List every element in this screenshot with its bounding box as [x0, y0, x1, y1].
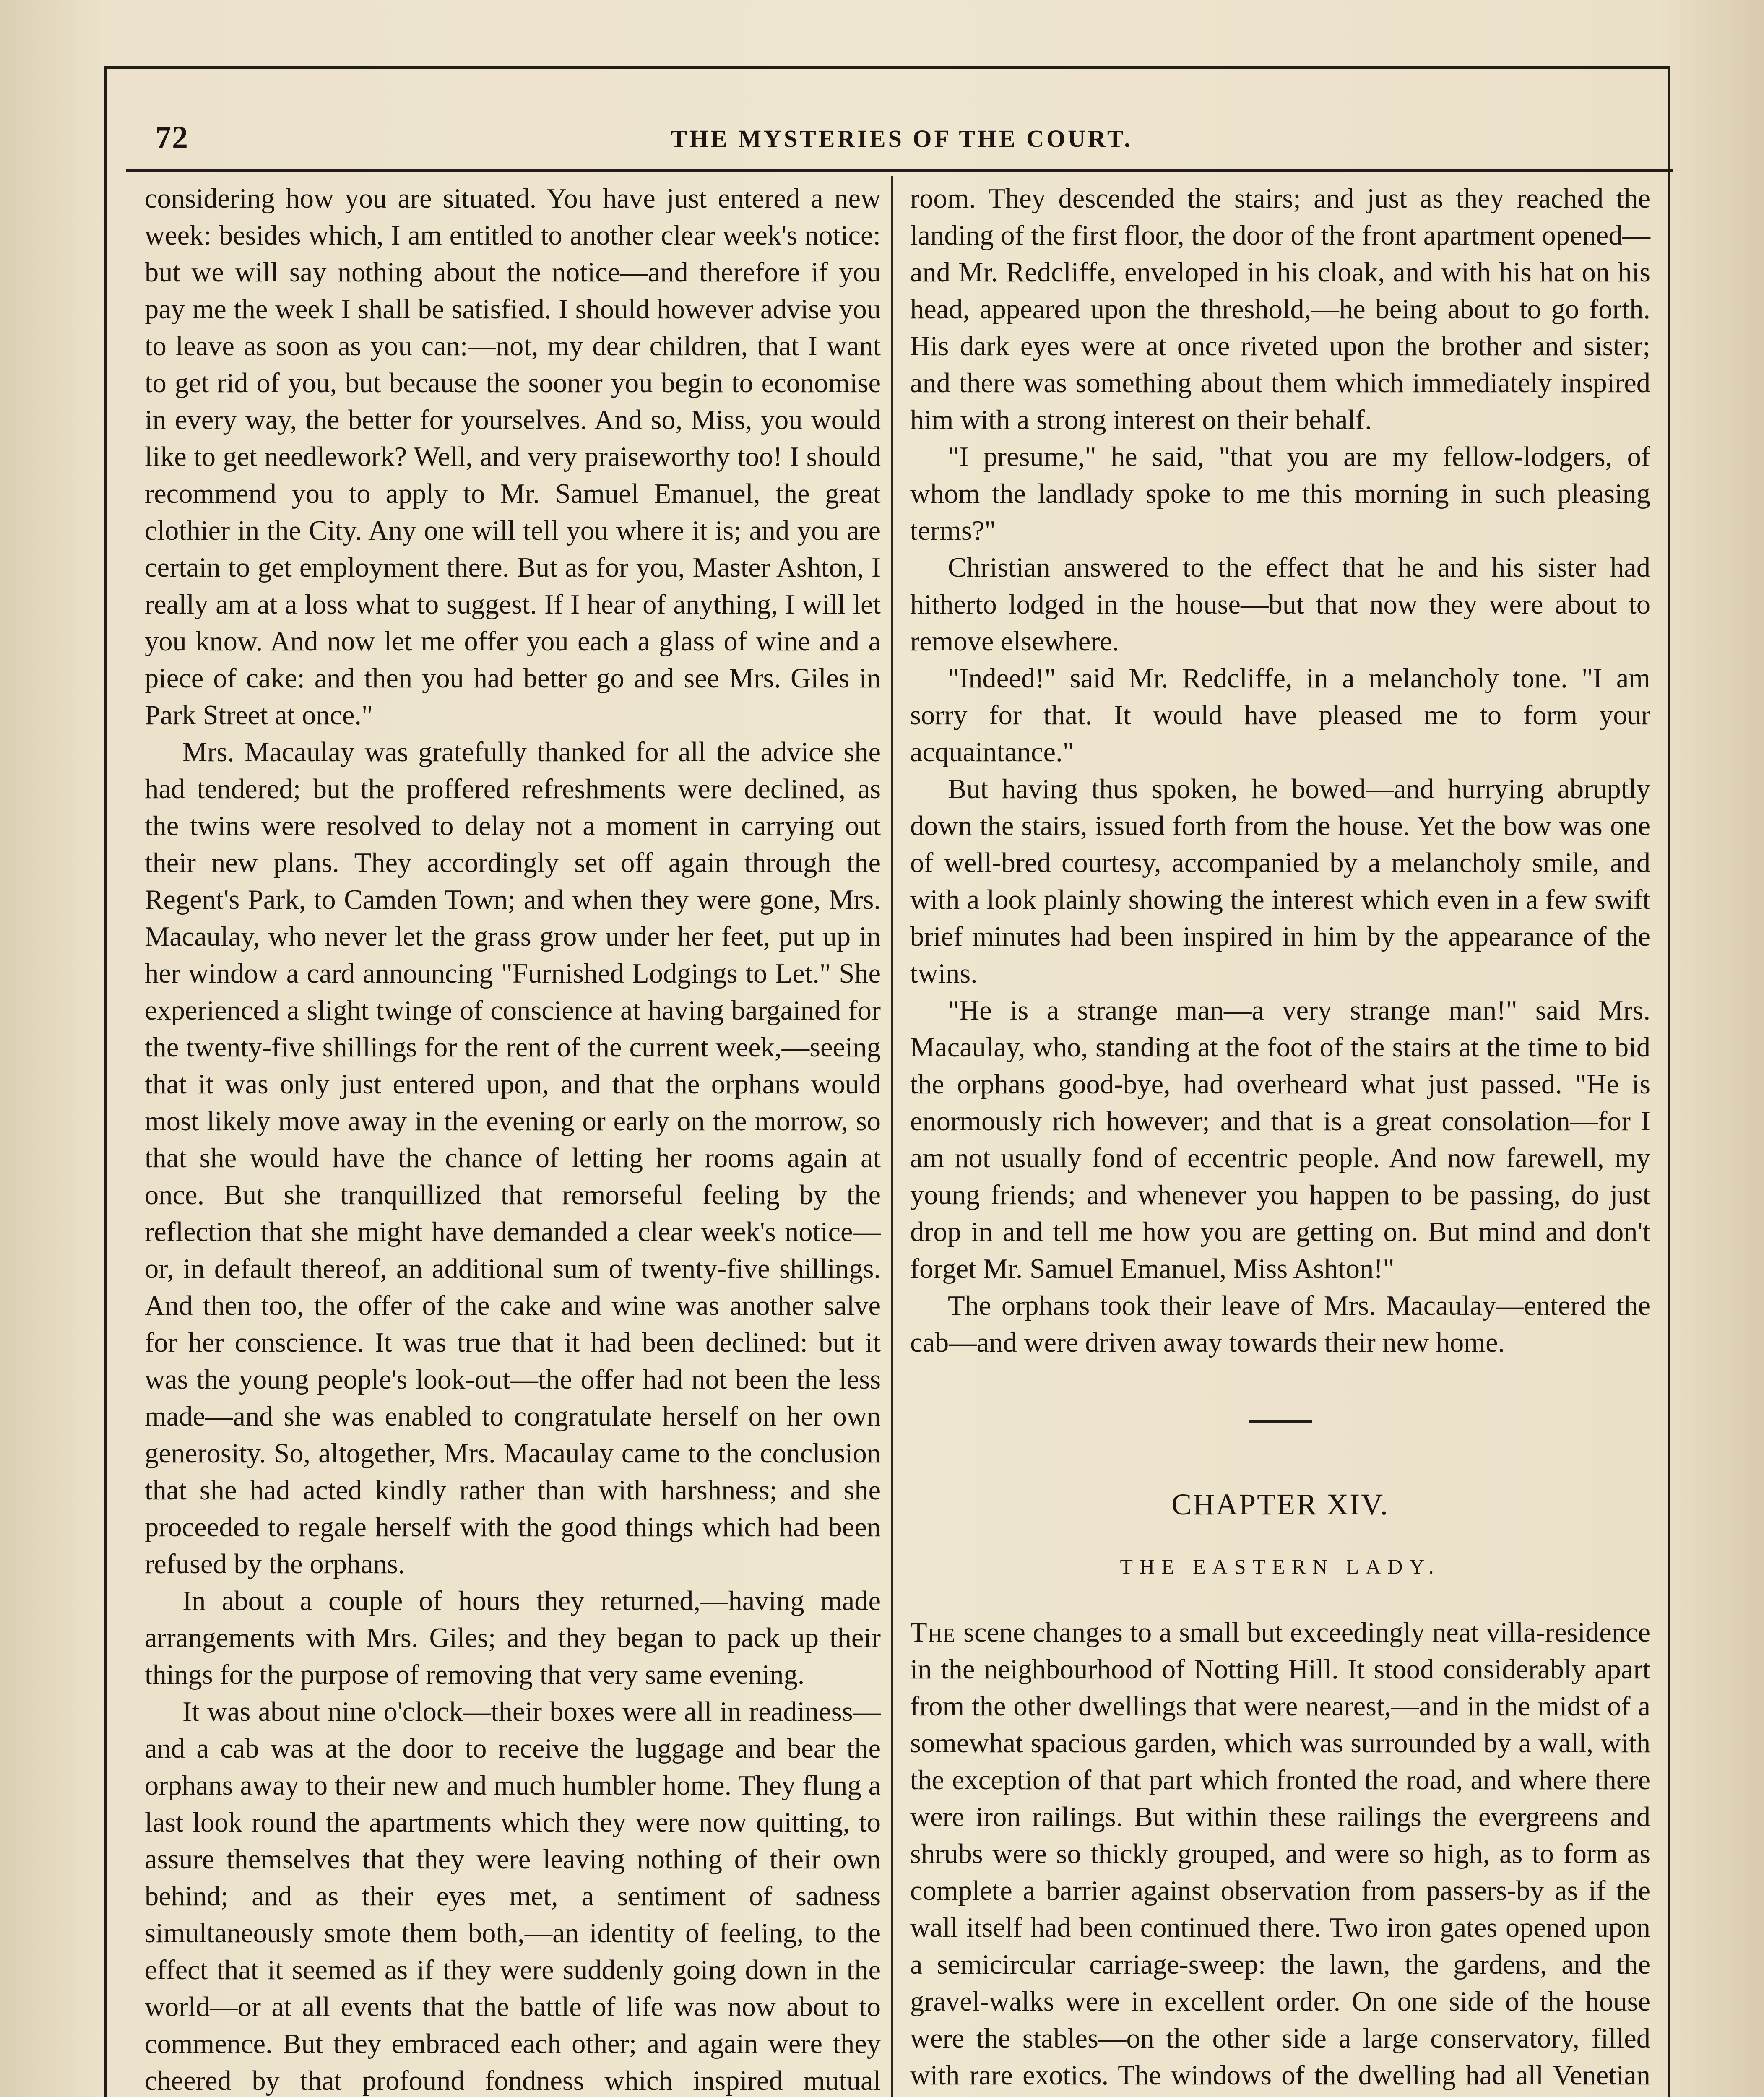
- chapter-opening-word: The: [910, 1617, 956, 1648]
- chapter-opening-text: scene changes to a small but exceedingly neat villa-residence in the neighbourhood of Notting Hill. It stood considerably apart from the other dwellings that were nearest,—and in the midst of a somewhat spacious garden, which was surrounded by a wall, with the exception of that part which fronted the road, and where there were iron railings. But within these railings the evergreens and shrubs were so thickly grouped, and were so high, as to form as complete a barrier against observation from passers-by as if the wall itself had been continued there. Two iron gates opened upon a semicircular carriage-sweep: the lawn, the gardens, and the gravel-walks were in excellent order. On one side of the house were the stables—on the other side a large conservatory, filled with rare exotics. The windows of the dwelling had all Venetian: [910, 1617, 1650, 2091]
- paragraph: "I presume," he said, "that you are my fellow-lodgers, of whom the landlady spoke to me this morning in such pleasing terms?": [910, 442, 1650, 546]
- paragraph: considering how you are situated. You have just entered a new week: besides which, I am entitled to another clear week's notice: but we will say nothing about the notice—and therefore if you pay me the week I shall be satisfied. I should however advise you to leave as soon as you can:—not, my dear children, that I want to get rid of you, but because the sooner you begin to economise in every way, the better for yourselves. And so, Miss, you would like to get needlework? Well, and very praiseworthy too! I should recommend you to apply to Mr. Samuel Emanuel, the great clothier in the City. Any one will tell you where it is; and you are certain to get employment there. But as for you, Master Ashton, I really am at a loss what to suggest. If I hear of anything, I will let you know. And now let me offer you each a glass of wine and a piece of cake: and then you had better go and see Mrs. Giles in Park Street at once.": [145, 183, 881, 731]
- paragraph: "Indeed!" said Mr. Redcliffe, in a melancholy tone. "I am sorry for that. It would have pleased me to form your acquaintance.": [910, 663, 1650, 768]
- page-number: 72: [155, 120, 189, 155]
- chapter-subtitle: THE EASTERN LADY.: [1120, 1555, 1441, 1578]
- chapter-heading: CHAPTER XIV.: [1171, 1488, 1389, 1521]
- right-column: [910, 180, 1650, 2097]
- left-column: [145, 180, 881, 2097]
- paragraph: "He is a strange man—a very strange man!" said Mrs. Macaulay, who, standing at the foot of the stairs at the time to bid the orphans good-bye, had overheard what just passed. "He is enormously rich however; and that is a great consolation—for I am not usually fond of eccentric people. And now farewell, my young friends; and whenever you happen to be passing, do just drop in and tell me how you are getting on. But mind and don't forget Mr. Samuel Emanuel, Miss Ashton!": [910, 995, 1650, 1284]
- paragraph: Christian answered to the effect that he and his sister had hitherto lodged in the house—but that now they were about to remove elsewhere.: [910, 552, 1650, 657]
- section-divider: [1249, 1420, 1312, 1423]
- column-separator: [891, 176, 893, 2097]
- chapter-opening-paragraph: [910, 1614, 1650, 2097]
- header-rule: [126, 169, 1673, 172]
- paragraph: room. They descended the stairs; and just as they reached the landing of the first floor, the door of the front apartment opened—and Mr. Redcliffe, enveloped in his cloak, and with his hat on his head, appeared upon the threshold,—he being about to go forth. His dark eyes were at once riveted upon the brother and sister; and there was something about them which immediately inspired him with a strong interest on their behalf.: [910, 183, 1650, 435]
- running-title: THE MYSTERIES OF THE COURT.: [671, 125, 1133, 152]
- paragraph: The orphans took their leave of Mrs. Macaulay—entered the cab—and were driven away towards their new home.: [910, 1290, 1650, 1358]
- page-header: [143, 120, 1661, 166]
- paragraph: It was about nine o'clock—their boxes were all in readiness—and a cab was at the door to receive the luggage and bear the orphans away to their new and much humbler home. They flung a last look round the apartments which they were now quitting, to assure themselves that they were leaving nothing of their own behind; and as their eyes met, a sentiment of sadness simultaneously smote them both,—an identity of feeling, to the effect that it seemed as if they were suddenly going down in the world—or at all events that the battle of life was now about to commence. But they embraced each other; and again were they cheered by that profound fondness which inspired mutual: [145, 1696, 881, 2096]
- paragraph: Mrs. Macaulay was gratefully thanked for all the advice she had tendered; but the proffered refreshments were declined, as the twins were resolved to delay not a moment in carrying out their new plans. They accordingly set off again through the Regent's Park, to Camden Town; and when they were gone, Mrs. Macaulay, who never let the grass grow under her feet, put up in her window a card announcing "Furnished Lodgings to Let." She experienced a slight twinge of conscience at having bargained for the twenty-five shillings for the rent of the current week,—seeing that it was only just entered upon, and that the orphans would most likely move away in the evening or early on the morrow, so that she would have the chance of letting her rooms again at once. But she tranquillized that remorseful feeling by the reflection that she might have demanded a clear week's notice—or, in default thereof, an additional sum of twenty-five shillings. And then too, the offer of the cake and wine was another salve for her conscience. It was true that it had been declined: but it was the young people's look-out—the offer had not been the less made—and she was enabled to congratulate herself on her own generosity. So, altogether, Mrs. Macaulay came to the conclusion that she had acted kindly rather than with harshness; and she proceeded to regale herself with the good things which had been refused by the orphans.: [145, 737, 881, 1579]
- paragraph: But having thus spoken, he bowed—and hurrying abruptly down the stairs, issued forth from the house. Yet the bow was one of well-bred courtesy, accompanied by a melancholy smile, and with a look plainly showing the interest which even in a few swift brief minutes had been inspired in him by the appearance of the twins.: [910, 774, 1650, 989]
- paragraph: In about a couple of hours they returned,—having made arrangements with Mrs. Giles; and they began to pack up their things for the purpose of removing that very same evening.: [145, 1586, 881, 1690]
